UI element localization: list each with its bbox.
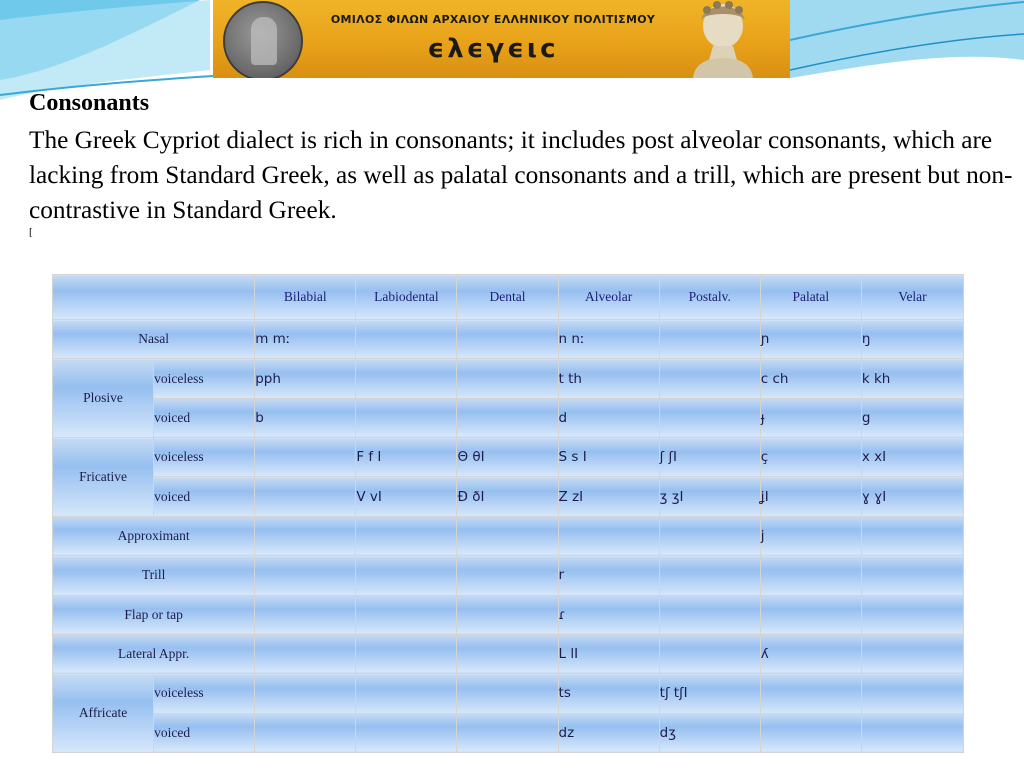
table-cell: k kh [861, 359, 963, 398]
row-label: Flap or tap [53, 595, 255, 634]
table-cell: ɲ [760, 320, 861, 359]
table-cell [255, 674, 356, 713]
row-sublabel: voiceless [154, 438, 255, 477]
table-cell [255, 556, 356, 595]
table-cell [255, 634, 356, 673]
table-cell: m mː [255, 320, 356, 359]
table-cell: ɟ [760, 398, 861, 437]
table-cell [659, 556, 760, 595]
table-cell: F f I [356, 438, 457, 477]
table-cell [356, 516, 457, 555]
column-header: Velar [861, 275, 963, 320]
table-row [53, 634, 964, 673]
table-cell [659, 516, 760, 555]
table-cell [457, 595, 558, 634]
table-cell [659, 595, 760, 634]
table-cell: ŋ [861, 320, 963, 359]
table-cell [356, 398, 457, 437]
table-cell [356, 320, 457, 359]
table-row [53, 713, 964, 752]
table-cell: c ch [760, 359, 861, 398]
row-sublabel: voiceless [154, 674, 255, 713]
table-cell: b [255, 398, 356, 437]
table-cell: ɾ [558, 595, 659, 634]
table-row [53, 438, 964, 477]
table-cell: tʃ tʃI [659, 674, 760, 713]
statue-bust-image [683, 0, 763, 78]
table-row [53, 398, 964, 437]
table-cell: L lI [558, 634, 659, 673]
column-header: Bilabial [255, 275, 356, 320]
table-cell: dʒ [659, 713, 760, 752]
table-cell [760, 595, 861, 634]
row-sublabel: voiced [154, 477, 255, 516]
intro-paragraph: The Greek Cypriot dialect is rich in consonants; it includes post alveolar consonants, which are lacking from Standard Greek, as well as palatal consonants and a trill, which are present but non-contrastive in Standard Greek. [29, 126, 1013, 224]
column-header: Alveolar [558, 275, 659, 320]
table-cell: g [861, 398, 963, 437]
table-cell: ʝI [760, 477, 861, 516]
table-cell [356, 595, 457, 634]
table-cell [356, 713, 457, 752]
column-header: Dental [457, 275, 558, 320]
table-cell [861, 595, 963, 634]
table-cell [861, 556, 963, 595]
table-cell [356, 359, 457, 398]
table-row [53, 477, 964, 516]
table-cell [861, 634, 963, 673]
table-cell: ʒ ʒI [659, 477, 760, 516]
row-label: Nasal [53, 320, 255, 359]
table-cell [457, 713, 558, 752]
table-cell [356, 674, 457, 713]
table-row [53, 359, 964, 398]
table-cell: ts [558, 674, 659, 713]
table-cell [457, 634, 558, 673]
table-cell [457, 674, 558, 713]
header-banner [213, 0, 790, 78]
table-cell [760, 674, 861, 713]
coin-medallion-logo [223, 1, 303, 78]
table-cell [760, 713, 861, 752]
column-header: Palatal [760, 275, 861, 320]
table-cell: Θ θI [457, 438, 558, 477]
table-row [53, 556, 964, 595]
table-cell [659, 359, 760, 398]
row-sublabel: voiced [154, 398, 255, 437]
table-cell [659, 634, 760, 673]
table-row [53, 595, 964, 634]
table-cell [255, 516, 356, 555]
table-cell [760, 556, 861, 595]
table-cell [457, 359, 558, 398]
row-label: Affricate [53, 674, 154, 753]
table-row [53, 674, 964, 713]
table-cell [356, 556, 457, 595]
table-cell [457, 320, 558, 359]
table-cell [255, 595, 356, 634]
table-cell: ç [760, 438, 861, 477]
table-cell: j [760, 516, 861, 555]
row-sublabel: voiceless [154, 359, 255, 398]
table-cell: ʃ ʃI [659, 438, 760, 477]
table-cell [659, 320, 760, 359]
table-cell: t th [558, 359, 659, 398]
table-cell: V vI [356, 477, 457, 516]
column-header: Labiodental [356, 275, 457, 320]
row-label: Approximant [53, 516, 255, 555]
table-cell: ɣ ɣI [861, 477, 963, 516]
table-cell: d [558, 398, 659, 437]
table-cell [457, 556, 558, 595]
table-cell: r [558, 556, 659, 595]
row-label: Plosive [53, 359, 154, 438]
table-cell [861, 713, 963, 752]
table-cell [356, 634, 457, 673]
table-row [53, 320, 964, 359]
table-cell: x xI [861, 438, 963, 477]
section-heading: Consonants [29, 90, 150, 116]
consonant-table [52, 274, 964, 753]
row-label: Trill [53, 556, 255, 595]
column-header: Postalv. [659, 275, 760, 320]
table-cell [659, 398, 760, 437]
table-cell [861, 674, 963, 713]
table-cell [255, 713, 356, 752]
table-cell: pph [255, 359, 356, 398]
table-cell [558, 516, 659, 555]
table-cell: n nː [558, 320, 659, 359]
table-cell: S s I [558, 438, 659, 477]
header-corner-cell [53, 275, 255, 320]
table-cell [457, 398, 558, 437]
table-cell: Ð ðI [457, 477, 558, 516]
table-cell: dz [558, 713, 659, 752]
table-cell [457, 516, 558, 555]
bracket-mark: [ [29, 226, 33, 238]
table-header-row [53, 275, 964, 320]
banner-title: ϵλϵγϵιϲ [427, 34, 559, 64]
table-cell [255, 477, 356, 516]
row-label: Lateral Appr. [53, 634, 255, 673]
row-label: Fricative [53, 438, 154, 517]
row-sublabel: voiced [154, 713, 255, 752]
table-cell: ʎ [760, 634, 861, 673]
table-cell [255, 438, 356, 477]
banner-subtitle: ΟΜΙΛΟΣ ΦΙΛΩΝ ΑΡΧΑΙΟΥ ΕΛΛΗΝΙΚΟΥ ΠΟΛΙΤΙΣΜΟΥ [330, 13, 656, 26]
table-cell: Z zI [558, 477, 659, 516]
table-cell [861, 516, 963, 555]
table-row [53, 516, 964, 555]
